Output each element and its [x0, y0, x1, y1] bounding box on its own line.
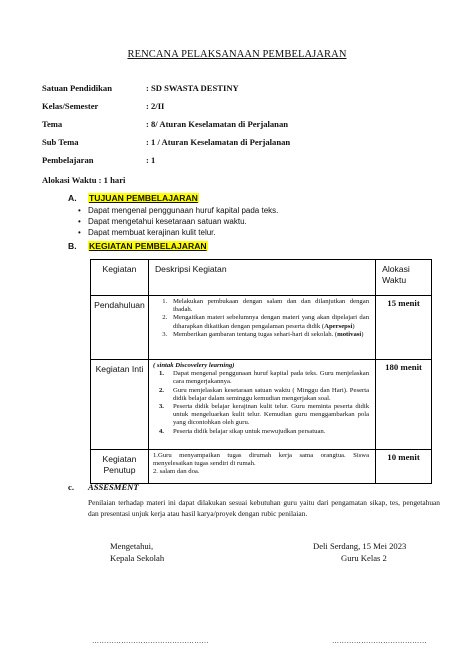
list-item-text: Dapat mengenal penggunaan huruf kapital pada teks. Guru menjelaskan cara mengerjakannya. — [172, 370, 370, 386]
meta-label-pembelajaran: Pembelajaran — [42, 155, 94, 165]
time-penutup: 10 menit — [376, 450, 432, 484]
section-a-heading — [68, 193, 199, 203]
list-number: 2. — [158, 386, 164, 394]
list-item-text: Peserta didik belajar sikap untuk mewujudkan persatuan. — [172, 427, 326, 435]
section-b-title: KEGIATAN PEMBELAJARAN — [89, 241, 207, 251]
meta-label-subtema: Sub Tema — [42, 137, 79, 147]
list-item-text: Melakukan pembukaan dengan salam dan dan dilanjutkan dengan ibadah. — [172, 298, 370, 314]
section-b-letter: B. — [68, 241, 77, 251]
list-item-text: Guru menjelaskan kesetaraan satuan waktu ( Minggu dan Hari). Peserta didik belajar dalam seminggu kemudian mengerjakan soal. — [172, 386, 370, 402]
signature-line-right: ………………………………… — [332, 637, 427, 645]
meta-label-kelas: Kelas/Semester — [42, 101, 99, 111]
meta-label-tema: Tema — [42, 119, 63, 129]
meta-value-subtema: : 1 / Aturan Keselamatan di Perjalanan — [146, 137, 291, 147]
list-item-text: Memberikan gambaran tentang tugas sehari-hari di sekolah. ( — [172, 330, 338, 338]
table-row-inti — [91, 360, 432, 450]
list-item-text: Mengaitkan materi sebelumnya dengan materi yang akan dipelajari dan diharapkan dikaitkan dengan pengalaman peserta didik ( — [172, 314, 370, 330]
list-item — [153, 387, 369, 403]
phase-inti: Kegiatan Inti — [91, 360, 149, 450]
list-item — [169, 314, 369, 330]
phase-penutup: Kegiatan Penutup — [91, 450, 149, 484]
list-item — [153, 428, 369, 436]
meta-value-kelas: : 2/II — [146, 101, 165, 111]
section-b-heading — [68, 241, 208, 251]
time-inti: 180 menit — [376, 360, 432, 450]
meta-value-tema: : 8/ Aturan Keselamatan di Perjalanan — [146, 119, 289, 129]
table-header-row — [91, 260, 432, 296]
signature-right-line2: Guru Kelas 2 — [341, 553, 387, 563]
signature-left-line1: Mengetahui, — [110, 541, 154, 551]
objective-item — [78, 227, 278, 238]
header-deskripsi: Deskripsi Kegiatan — [148, 260, 375, 296]
list-number: 3. — [158, 403, 164, 411]
activity-table — [90, 259, 432, 484]
bullet-icon: • — [78, 206, 81, 215]
desc-penutup — [148, 450, 375, 484]
phase-pendahuluan: Pendahuluan — [91, 296, 149, 360]
objectives-list — [78, 205, 279, 238]
section-c-title: ASSESMENT — [88, 482, 139, 492]
apersepsi-label: Apersepsi — [324, 322, 353, 330]
objective-text: Dapat mengenal penggunaan huruf kapital pada teks. — [88, 206, 279, 215]
table-row-penutup — [91, 450, 432, 484]
motivasi-label: motivasi — [337, 330, 362, 338]
meta-label-satuan: Satuan Pendidikan — [42, 83, 112, 93]
bullet-icon: • — [78, 228, 81, 237]
list-item — [153, 370, 369, 386]
objective-item — [78, 216, 278, 227]
objective-text: Dapat mengetahui kesetaraan satuan waktu. — [88, 217, 247, 226]
list-number: 4. — [158, 427, 164, 435]
list-number: 1. — [158, 370, 164, 378]
desc-pendahuluan — [148, 296, 375, 360]
section-c-heading — [68, 482, 139, 492]
time-pendahuluan: 15 menit — [376, 296, 432, 360]
document-title: RENCANA PELAKSANAAN PEMBELAJARAN — [127, 49, 347, 60]
list-item — [153, 403, 369, 428]
header-kegiatan: Kegiatan — [91, 260, 149, 296]
signature-line-left: ………………………………………… — [92, 637, 209, 645]
section-a-letter: A. — [68, 193, 77, 203]
meta-value-pembelajaran: : 1 — [146, 155, 156, 165]
meta-value-satuan: : SD SWASTA DESTINY — [146, 83, 239, 93]
list-item — [169, 298, 369, 314]
alokasi-waktu: Alokasi Waktu : 1 hari — [42, 175, 126, 185]
section-a-title: TUJUAN PEMBELAJARAN — [89, 193, 198, 203]
bullet-icon: • — [78, 217, 81, 226]
syntax-label: ( sintak Discovelery learning) — [152, 362, 235, 369]
closing-line: 2. salam dan doa. — [152, 468, 200, 476]
header-alokasi: Alokasi Waktu — [376, 260, 432, 296]
desc-inti — [148, 360, 375, 450]
objective-item — [78, 205, 279, 216]
section-c-letter: c. — [68, 482, 74, 492]
signature-right-line1: Deli Serdang, 15 Mei 2023 — [313, 541, 407, 551]
list-item-text: ) — [361, 330, 364, 338]
assessment-text: Penilaian terhadap materi ini dapat dilakukan sesuai kebutuhan guru yaitu dari pengamatan sikap, tes, pengetahuan dan presentasi unjuk kerja atau hasil karya/proyek dengan rubic penilaian. — [88, 498, 440, 518]
closing-line: 1.Guru menyampaikan tugas dirumah kerja sama orangtua. Siswa menyelesaikan tugas sendiri di rumah. — [152, 452, 370, 468]
objective-text: Dapat membuat kerajinan kulit telur. — [88, 228, 216, 237]
signature-left-line2: Kepala Sekolah — [110, 553, 165, 563]
list-item-text: Peserta didik belajar kerajinan kulit telur. Guru meminta peserta didik untuk mengeluarkan kulit telur. Kemudian guru menggambarkan pola yang dicontohkan oleh guru. — [172, 403, 370, 427]
table-row-pendahuluan — [91, 296, 432, 360]
list-item — [169, 331, 369, 339]
list-item-text: ) — [352, 322, 355, 330]
